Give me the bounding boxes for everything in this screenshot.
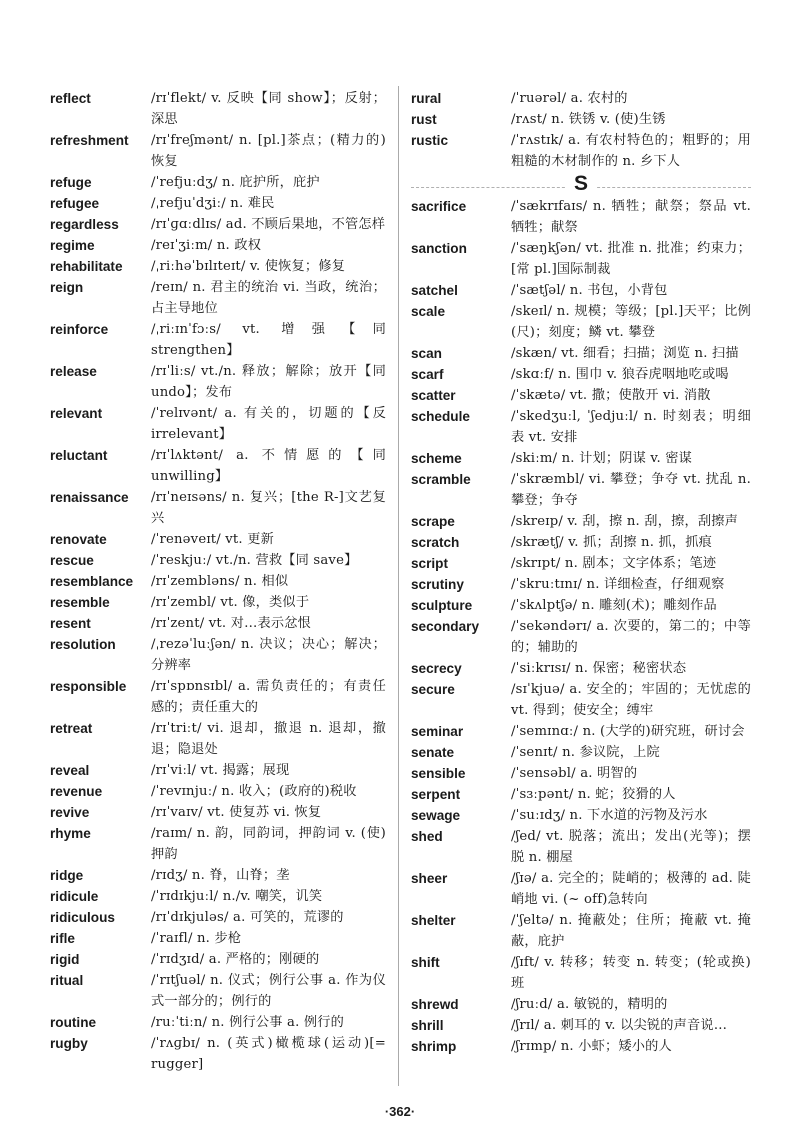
definition: /rɪˈfreʃmənt/ n. [pl.]茶点；(精力的)恢复 <box>151 133 386 169</box>
definition: /rɪˈneɪsəns/ n. 复兴；[the R-]文艺复兴 <box>151 490 386 526</box>
definition: /ˈsætʃəl/ n. 书包，小背包 <box>511 283 668 298</box>
dictionary-entry <box>50 886 386 907</box>
dictionary-entry <box>50 172 386 193</box>
headword: rust <box>411 112 437 127</box>
headword: regardless <box>50 217 119 232</box>
definition: /ʃed/ vt. 脱落；流出；发出(光等)；摆脱 n. 棚屋 <box>511 829 751 865</box>
headword: resolution <box>50 637 116 652</box>
dictionary-entry <box>50 1033 386 1075</box>
dictionary-entry <box>50 214 386 235</box>
definition: /ʃrɪl/ a. 刺耳的 v. 以尖锐的声音说… <box>511 1018 728 1033</box>
headword: satchel <box>411 283 458 298</box>
dictionary-entry <box>50 634 386 676</box>
headword: rifle <box>50 931 75 946</box>
definition: /raɪm/ n. 韵，同韵词，押韵词 v. (使)押韵 <box>151 826 386 862</box>
dictionary-entry <box>411 952 751 994</box>
dictionary-entry <box>50 781 386 802</box>
definition: /rɪˈtriːt/ vi. 退却，撤退 n. 退却，撤退；隐退处 <box>151 721 386 757</box>
definition: /rɪˈzembləns/ n. 相似 <box>151 574 289 589</box>
headword: ridicule <box>50 889 99 904</box>
dictionary-entry <box>411 301 751 343</box>
headword: senate <box>411 745 455 760</box>
dictionary-entry <box>50 970 386 1012</box>
definition: /ˈsæŋkʃən/ vt. 批准 n. 批准；约束力；[常 pl.]国际制裁 <box>511 241 751 277</box>
definition: /rɪˈlʌktənt/ a. 不情愿的【同 unwilling】 <box>151 448 386 484</box>
definition: /rɪˈdɪkjuləs/ a. 可笑的，荒谬的 <box>151 910 344 925</box>
dictionary-entry <box>411 130 751 172</box>
definition: /ˌrezəˈluːʃən/ n. 决议；决心；解决；分辨率 <box>151 637 386 673</box>
headword: scheme <box>411 451 462 466</box>
headword: scan <box>411 346 442 361</box>
definition: /rɪˈflekt/ v. 反映【同 show】；反射；深思 <box>151 91 386 127</box>
definition: /ˈruərəl/ a. 农村的 <box>511 91 628 106</box>
definition: /reɪˈʒiːm/ n. 政权 <box>151 238 262 253</box>
definition: /skiːm/ n. 计划；阴谋 v. 密谋 <box>511 451 693 466</box>
definition: /ʃɪft/ v. 转移；转变 n. 转变；(轮或换)班 <box>511 955 751 991</box>
dictionary-entry <box>50 949 386 970</box>
definition: /ʃrɪmp/ n. 小虾；矮小的人 <box>511 1039 672 1054</box>
headword: rustic <box>411 133 449 148</box>
definition: /ˈsensəbl/ a. 明智的 <box>511 766 638 781</box>
headword: resemble <box>50 595 110 610</box>
definition: /rɪˈvaɪv/ vt. 使复苏 vi. 恢复 <box>151 805 322 820</box>
headword: scale <box>411 304 446 319</box>
dictionary-entry <box>50 718 386 760</box>
headword: secondary <box>411 619 480 634</box>
headword: ritual <box>50 973 84 988</box>
definition: /skæn/ vt. 细看；扫描；浏览 n. 扫描 <box>511 346 739 361</box>
dictionary-entry <box>411 910 751 952</box>
headword: reflect <box>50 91 91 106</box>
dictionary-entry <box>411 343 751 364</box>
dictionary-entry <box>411 805 751 826</box>
headword: retreat <box>50 721 93 736</box>
definition: /ˈrenəveɪt/ vt. 更新 <box>151 532 274 547</box>
definition: /skɑːf/ n. 围巾 v. 狼吞虎咽地吃或喝 <box>511 367 729 382</box>
dictionary-entry <box>411 88 751 109</box>
headword: revenue <box>50 784 103 799</box>
definition: /skreɪp/ v. 刮，擦 n. 刮，擦，刮擦声 <box>511 514 739 529</box>
definition: /ˈsekəndərɪ/ a. 次要的，第二的；中等的；辅助的 <box>511 619 751 655</box>
definition: /ˈrʌstɪk/ a. 有农村特色的；粗野的；用粗糙的木材制作的 n. 乡下人 <box>511 133 751 169</box>
definition: /ˈraɪfl/ n. 步枪 <box>151 931 242 946</box>
dictionary-entry <box>50 550 386 571</box>
right-column-r-entries <box>411 88 751 172</box>
dictionary-entry <box>50 928 386 949</box>
dictionary-entry <box>50 1012 386 1033</box>
definition: /skrætʃ/ v. 抓；刮擦 n. 抓，抓痕 <box>511 535 713 550</box>
definition: /ˈrʌɡbɪ/ n. (英式)橄榄球(运动)[= rugger] <box>151 1036 386 1072</box>
dictionary-entry <box>50 592 386 613</box>
headword: refugee <box>50 196 100 211</box>
definition: /ˈsækrɪfaɪs/ n. 牺牲；献祭；祭品 vt. 牺牲；献祭 <box>511 199 751 235</box>
dictionary-entry <box>50 445 386 487</box>
dictionary-entry <box>50 487 386 529</box>
headword: resemblance <box>50 574 134 589</box>
definition: /ˈrɪdɪkjuːl/ n./v. 嘲笑，讥笑 <box>151 889 323 904</box>
right-column-s-entries <box>411 196 751 1057</box>
headword: sheer <box>411 871 448 886</box>
headword: reveal <box>50 763 90 778</box>
definition: /ˈrefjuːdʒ/ n. 庇护所，庇护 <box>151 175 320 190</box>
headword: renovate <box>50 532 107 547</box>
dictionary-entry <box>50 571 386 592</box>
headword: routine <box>50 1015 97 1030</box>
headword: sewage <box>411 808 461 823</box>
headword: scrutiny <box>411 577 464 592</box>
headword: ridiculous <box>50 910 115 925</box>
definition: /ˌriːhəˈbɪlɪteɪt/ v. 使恢复；修复 <box>151 259 346 274</box>
dictionary-entry <box>50 676 386 718</box>
dictionary-entry <box>411 469 751 511</box>
section-header-s <box>411 172 751 196</box>
dictionary-entry <box>411 595 751 616</box>
dictionary-entry <box>50 865 386 886</box>
definition: /ˈrelɪvənt/ a. 有关的，切题的【反 irrelevant】 <box>151 406 386 442</box>
definition: /ˈrɪtʃuəl/ n. 仪式；例行公事 a. 作为仪式一部分的；例行的 <box>151 973 386 1009</box>
definition: /ˈskræmbl/ vi. 攀登；争夺 vt. 扰乱 n. 攀登；争夺 <box>511 472 751 508</box>
definition: /ˈrevɪnjuː/ n. 收入；(政府的)税收 <box>151 784 357 799</box>
definition: /ˌrefjuˈdʒiː/ n. 难民 <box>151 196 275 211</box>
dictionary-entry <box>411 658 751 679</box>
column-divider <box>398 86 399 1086</box>
headword: refreshment <box>50 133 129 148</box>
definition: /ˈskʌlptʃə/ n. 雕刻(术)；雕刻作品 <box>511 598 717 613</box>
definition: /ʃruːd/ a. 敏锐的，精明的 <box>511 997 668 1012</box>
definition: /ˈsiːkrɪsɪ/ n. 保密；秘密状态 <box>511 661 687 676</box>
headword: renaissance <box>50 490 129 505</box>
headword: rigid <box>50 952 80 967</box>
dictionary-entry <box>411 532 751 553</box>
headword: regime <box>50 238 95 253</box>
headword: rhyme <box>50 826 91 841</box>
headword: secure <box>411 682 455 697</box>
dictionary-entry <box>411 742 751 763</box>
dictionary-entry <box>411 994 751 1015</box>
headword: shrill <box>411 1018 444 1033</box>
headword: shrewd <box>411 997 459 1012</box>
definition: /ˈskedʒuːl, ˈʃedjuːl/ n. 时刻表；明细表 vt. 安排 <box>511 409 751 445</box>
section-letter: S <box>566 172 596 195</box>
headword: ridge <box>50 868 84 883</box>
definition: /rɪdʒ/ n. 脊，山脊；垄 <box>151 868 290 883</box>
definition: /skrɪpt/ n. 剧本；文字体系；笔迹 <box>511 556 717 571</box>
definition: /ˈreskjuː/ vt./n. 营救【同 save】 <box>151 553 358 568</box>
dictionary-entry <box>50 361 386 403</box>
dictionary-entry <box>411 1036 751 1057</box>
dictionary-entry <box>411 448 751 469</box>
definition: /ˈsuːɪdʒ/ n. 下水道的污物及污水 <box>511 808 708 823</box>
headword: relevant <box>50 406 103 421</box>
dictionary-entry <box>50 403 386 445</box>
dictionary-entry <box>50 256 386 277</box>
dictionary-entry <box>411 763 751 784</box>
headword: scrape <box>411 514 455 529</box>
headword: rural <box>411 91 442 106</box>
definition: /ˈskætə/ vt. 撒；使散开 vi. 消散 <box>511 388 711 403</box>
headword: reluctant <box>50 448 108 463</box>
dictionary-entry <box>50 319 386 361</box>
dictionary-entry <box>50 907 386 928</box>
headword: schedule <box>411 409 470 424</box>
definition: /rɪˈzent/ vt. 对…表示忿恨 <box>151 616 312 631</box>
dictionary-entry <box>411 1015 751 1036</box>
dictionary-entry <box>411 511 751 532</box>
dictionary-entry <box>50 823 386 865</box>
headword: shift <box>411 955 440 970</box>
definition: /ˈʃeltə/ n. 掩蔽处；住所；掩蔽 vt. 掩蔽，庇护 <box>511 913 751 949</box>
headword: scratch <box>411 535 460 550</box>
headword: serpent <box>411 787 461 802</box>
headword: sanction <box>411 241 467 256</box>
headword: shelter <box>411 913 456 928</box>
headword: rescue <box>50 553 94 568</box>
headword: scarf <box>411 367 444 382</box>
definition: /rɪˈliːs/ vt./n. 释放；解除；放开【同 undo】；发布 <box>151 364 386 400</box>
dictionary-entry <box>411 784 751 805</box>
dictionary-entry <box>411 721 751 742</box>
left-column <box>50 88 386 1075</box>
dictionary-entry <box>50 277 386 319</box>
headword: sacrifice <box>411 199 467 214</box>
headword: script <box>411 556 449 571</box>
dictionary-entry <box>411 196 751 238</box>
definition: /ˌriːɪnˈfɔːs/ vt. 增强【同 strengthen】 <box>151 322 386 358</box>
dictionary-entry <box>411 238 751 280</box>
definition: /ˈsenɪt/ n. 参议院，上院 <box>511 745 660 760</box>
dictionary-entry <box>411 868 751 910</box>
definition: /ˈsemɪnɑː/ n. (大学的)研究班，研讨会 <box>511 724 745 739</box>
headword: reinforce <box>50 322 109 337</box>
headword: refuge <box>50 175 92 190</box>
dictionary-entry <box>411 553 751 574</box>
definition: /ˈrɪdʒɪd/ a. 严格的；刚硬的 <box>151 952 320 967</box>
headword: scramble <box>411 472 471 487</box>
page-number: ·362· <box>384 1104 416 1119</box>
headword: shed <box>411 829 443 844</box>
definition: /reɪn/ n. 君主的统治 vi. 当政，统治；占主导地位 <box>151 280 386 316</box>
dictionary-entry <box>411 574 751 595</box>
dictionary-entry <box>411 109 751 130</box>
dictionary-entry <box>411 616 751 658</box>
right-column <box>411 88 751 1057</box>
headword: sculpture <box>411 598 473 613</box>
dictionary-entry <box>411 406 751 448</box>
headword: rehabilitate <box>50 259 123 274</box>
headword: resent <box>50 616 91 631</box>
dictionary-entry <box>50 760 386 781</box>
definition: /ˈskruːtɪnɪ/ n. 详细检查，仔细观察 <box>511 577 725 592</box>
headword: seminar <box>411 724 464 739</box>
definition: /ruːˈtiːn/ n. 例行公事 a. 例行的 <box>151 1015 345 1030</box>
headword: release <box>50 364 97 379</box>
headword: responsible <box>50 679 127 694</box>
dictionary-entry <box>50 235 386 256</box>
definition: /sɪˈkjuə/ a. 安全的；牢固的；无忧虑的 vt. 得到；使安全；缚牢 <box>511 682 751 718</box>
dictionary-entry <box>411 679 751 721</box>
definition: /ʃɪə/ a. 完全的；陡峭的；极薄的 ad. 陡峭地 vi. (~ off)急转向 <box>511 871 751 907</box>
dictionary-entry <box>50 613 386 634</box>
headword: sensible <box>411 766 466 781</box>
headword: secrecy <box>411 661 462 676</box>
definition: /rɪˈspɒnsɪbl/ a. 需负责任的；有责任感的；责任重大的 <box>151 679 386 715</box>
dictionary-entry <box>411 364 751 385</box>
definition: /rɪˈviːl/ vt. 揭露；展现 <box>151 763 290 778</box>
dictionary-entry <box>411 826 751 868</box>
dictionary-entry <box>50 193 386 214</box>
definition: /ˈsɜːpənt/ n. 蛇；狡猾的人 <box>511 787 676 802</box>
definition: /rɪˈzembl/ vt. 像，类似于 <box>151 595 310 610</box>
dictionary-entry <box>50 529 386 550</box>
dictionary-entry <box>411 385 751 406</box>
definition: /skeɪl/ n. 规模；等级；[pl.]天平；比例(尺)；刻度；鳞 vt. 攀登 <box>511 304 751 340</box>
dictionary-entry <box>411 280 751 301</box>
dictionary-entry <box>50 802 386 823</box>
definition: /rɪˈɡɑːdlɪs/ ad. 不顾后果地，不管怎样 <box>151 217 386 232</box>
headword: reign <box>50 280 84 295</box>
dictionary-entry <box>50 130 386 172</box>
definition: /rʌst/ n. 铁锈 v. (使)生锈 <box>511 112 666 127</box>
headword: scatter <box>411 388 456 403</box>
headword: shrimp <box>411 1039 457 1054</box>
headword: revive <box>50 805 90 820</box>
dictionary-entry <box>50 88 386 130</box>
headword: rugby <box>50 1036 88 1051</box>
